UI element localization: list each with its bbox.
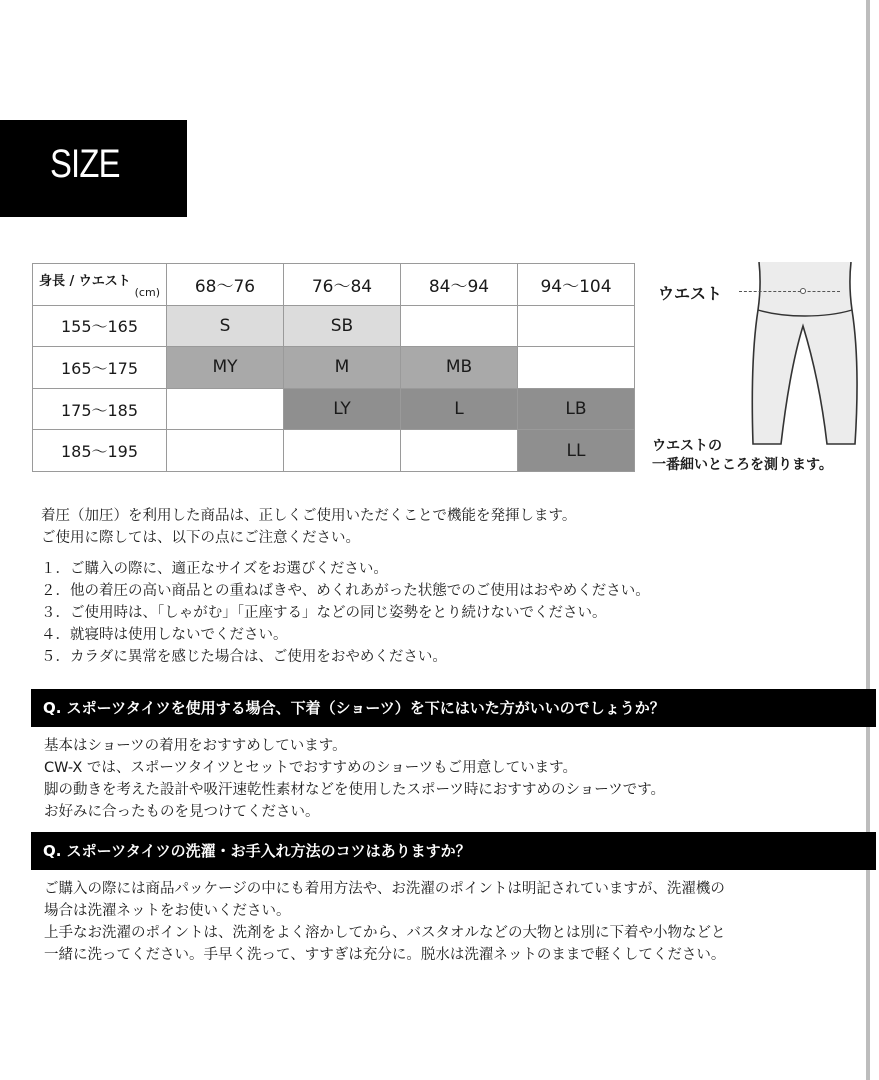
waist-leader-line [739,291,840,292]
faq-question-bar: Q. スポーツタイツの洗濯・お手入れ方法のコツはありますか？ [31,832,876,870]
size-banner-title: SIZE [50,142,120,186]
column-header: 76〜84 [284,264,401,306]
size-cell: MB [401,347,518,389]
size-cell: MY [167,347,284,389]
answer-line: 一緒に洗ってください。手早く洗って、すすぎは充分に。脱水は洗濯ネットのままで軽くしてください。 [44,947,726,963]
table-header-row [33,264,635,306]
size-cell [167,430,284,472]
row-header: 185〜195 [33,430,167,472]
answer-line: CW-X では、スポーツタイツとセットでおすすめのショーツもご用意しています。 [44,760,578,776]
notes-list [41,558,650,668]
column-header: 68〜76 [167,264,284,306]
row-header: 165〜175 [33,347,167,389]
size-banner [0,120,187,217]
list-item: ３．ご使用時は、「しゃがむ」「正座する」などの同じ姿勢をとり続けないでください。 [41,605,607,621]
waist-marker-icon [800,288,806,294]
size-cell [284,430,401,472]
column-header: 94〜104 [518,264,635,306]
row-header: 155〜165 [33,305,167,347]
page-edge-rule [866,0,870,1080]
size-cell: M [284,347,401,389]
size-cell [401,305,518,347]
size-cell: LY [284,388,401,430]
notes-intro-line: 着圧（加圧）を利用した商品は、正しくご使用いただくことで機能を発揮します。 [41,508,577,524]
answer-line: 脚の動きを考えた設計や吸汗速乾性素材などを使用したスポーツ時におすすめのショーツです。 [44,782,666,798]
size-chart-table [32,263,635,472]
waist-note-line: 一番細いところを測ります。 [652,457,833,473]
size-cell: LL [518,430,635,472]
row-header: 175〜185 [33,388,167,430]
size-cell: S [167,305,284,347]
answer-line: ご購入の際には商品パッケージの中にも着用方法や、お洗濯のポイントは明記されていますが、洗濯機の [44,881,725,897]
waist-measure-note [652,437,833,475]
size-cell: LB [518,388,635,430]
size-cell: SB [284,305,401,347]
answer-line: 上手なお洗濯のポイントは、洗剤をよく溶かしてから、バスタオルなどの大物とは別に下着や小物などと [44,925,726,941]
list-item: ４．就寝時は使用しないでください。 [41,627,288,643]
table-row [33,430,635,472]
waist-note-line: ウエストの [652,438,722,454]
size-cell [167,388,284,430]
faq-answer [44,735,665,823]
corner-unit: (cm) [134,286,160,299]
notes-intro [41,505,650,549]
table-row [33,347,635,389]
list-item: １．ご購入の際に、適正なサイズをお選びください。 [41,561,388,577]
size-cell: L [401,388,518,430]
faq-question-bar: Q. スポーツタイツを使用する場合、下着（ショーツ）を下にはいた方がいいのでしょうか？ [31,689,876,727]
notes-intro-line: ご使用に際しては、以下の点にご注意ください。 [41,530,360,546]
size-cell [401,430,518,472]
waist-label: ウエスト [658,284,723,303]
faq-answer [44,878,726,966]
answer-line: 基本はショーツの着用をおすすめしています。 [44,738,347,754]
table-corner-header [33,264,167,306]
table-row [33,305,635,347]
size-cell [518,305,635,347]
answer-line: お好みに合ったものを見つけてください。 [44,804,320,820]
corner-label: 身長 / ウエスト [39,274,131,289]
list-item: ２．他の着圧の高い商品との重ねばきや、めくれあがった状態でのご使用はおやめください。 [41,583,650,599]
size-cell [518,347,635,389]
usage-notes [41,505,650,668]
answer-line: 場合は洗濯ネットをお使いください。 [44,903,291,919]
list-item: ５．カラダに異常を感じた場合は、ご使用をおやめください。 [41,649,447,665]
tights-outline-icon [745,262,870,447]
column-header: 84〜94 [401,264,518,306]
table-row [33,388,635,430]
